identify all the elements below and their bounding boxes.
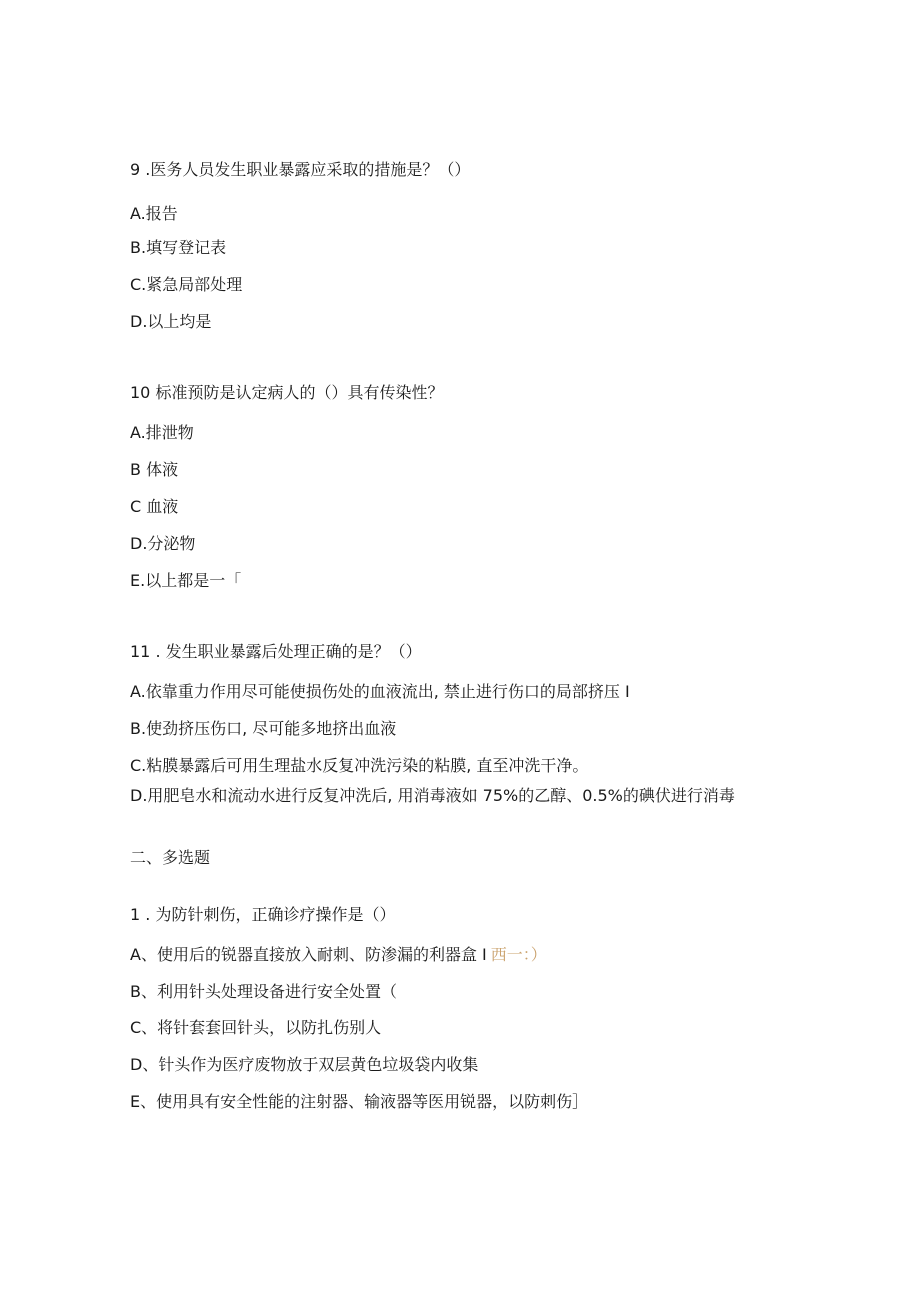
question-11-option-c: C.粘膜暴露后可用生理盐水反复冲洗污染的粘膜, 直至冲洗干净。 [130,756,589,775]
question-9-text: 9 .医务人员发生职业暴露应采取的措施是？（） [130,160,471,179]
question-9-option-d: D.以上均是 [130,312,212,331]
question-11-option-b: B.使劲挤压伤口, 尽可能多地挤出血液 [130,719,397,738]
multi-question-1-option-e: E、使用具有安全性能的注射器、输液器等医用锐器，以防刺伤］ [130,1092,589,1111]
question-10-option-c: C 血液 [130,497,179,516]
multi-question-1-option-b: B、利用针头处理设备进行安全处置（ [130,982,397,1001]
multi-question-1-option-d: D、针头作为医疗废物放于双层黄色垃圾袋内收集 [130,1055,479,1074]
question-10-option-b: B 体液 [130,460,179,479]
question-10-option-a: A.排泄物 [130,423,194,442]
multi-question-1-option-a-text: A、使用后的锐器直接放入耐刺、防渗漏的利器盒 I [130,945,487,964]
multi-question-1-text: 1 . 为防针刺伤，正确诊疗操作是（） [130,905,396,924]
question-11-option-a: A.依靠重力作用尽可能使损伤处的血液流出, 禁止进行伤口的局部挤压 I [130,682,630,701]
question-10-option-d: D.分泌物 [130,534,196,553]
multi-question-1-option-a [130,945,547,965]
question-9-option-c: C.紧急局部处理 [130,275,243,294]
question-9-option-a: A.报告 [130,204,178,223]
question-11-text: 11 . 发生职业暴露后处理正确的是？（） [130,642,422,661]
handwritten-annotation: 西一：） [490,945,547,964]
question-11-option-d: D.用肥皂水和流动水进行反复冲洗后, 用消毒液如 75%的乙醇、0.5%的碘伏进行消毒 [130,786,735,805]
question-10-option-e: E.以上都是一「 [130,571,242,590]
question-9-option-b: B.填写登记表 [130,238,227,257]
question-10-text: 10 标准预防是认定病人的（）具有传染性？ [130,383,444,402]
multi-question-1-option-c: C、将针套套回针头，以防扎伤别人 [130,1018,382,1037]
section-heading: 二、多选题 [130,848,211,867]
